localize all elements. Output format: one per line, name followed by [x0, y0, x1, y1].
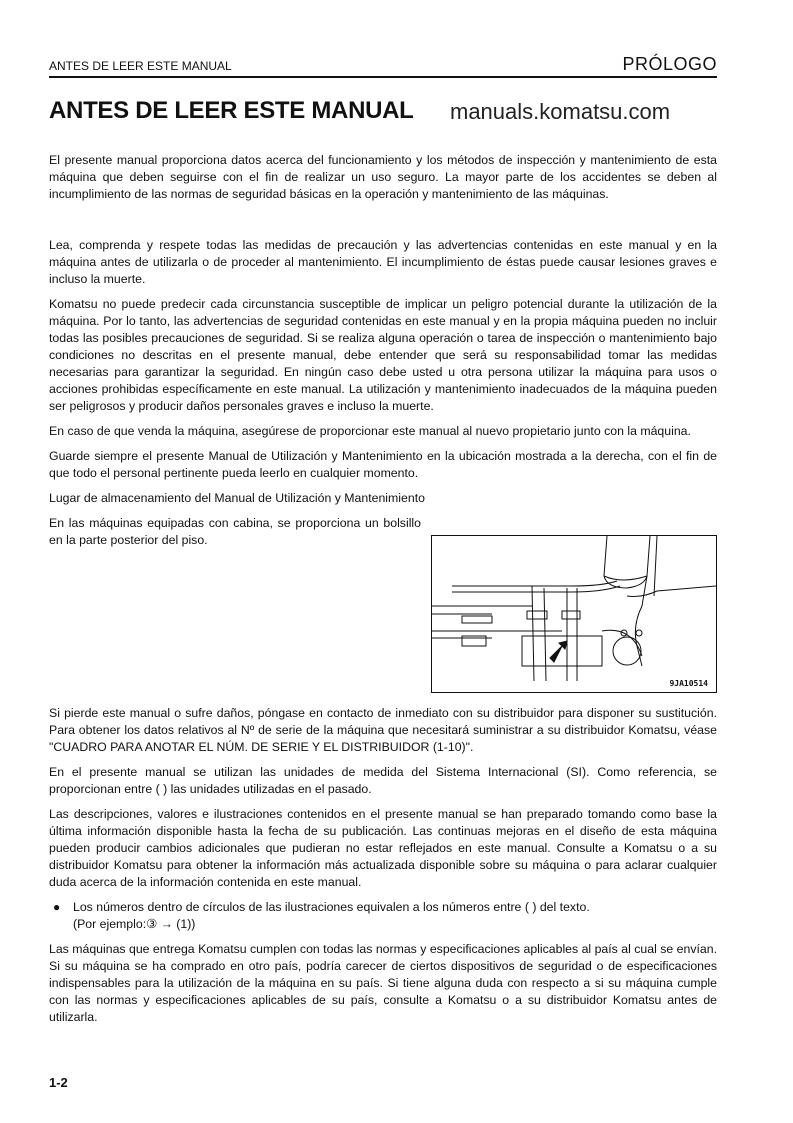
bullet-text: Los números dentro de círculos de las ilustraciones equivalen a los números entre ( ) del texto. — [73, 900, 590, 914]
cab-floor-drawing — [432, 536, 716, 692]
bullet-example: (Por ejemplo:③ → (1)) — [73, 917, 196, 931]
running-header-section: PRÓLOGO — [622, 54, 717, 74]
bullet-icon: ● — [53, 900, 61, 914]
storage-location-illustration — [431, 535, 717, 693]
running-header-left: ANTES DE LEER ESTE MANUAL — [49, 59, 232, 73]
page-number: 1-2 — [49, 1075, 68, 1090]
paragraph: Komatsu no puede predecir cada circunstancia susceptible de implicar un peligro potencial durante la utilización de la máquina. Por lo tanto, las advertencias de seguridad contenidas en este manual y en la propia máquina pueden no incluir todas las posibles precauciones de seguridad. Si se realiza alguna operación o tarea de inspección o mantenimiento bajo condiciones no descritas en el presente manual, debe entender que será su responsabilidad tomar las medidas necesarias para garantizar la seguridad. En ningún caso debe usted u otra persona utilizar la máquina para usos o acciones prohibidas específicamente en este manual. La utilización y mantenimiento inadecuados de la máquina pueden ser peligrosos y producir daños personales graves e incluso la muerte. — [49, 297, 717, 413]
paragraph: Si pierde este manual o sufre daños, póngase en contacto de inmediato con su distribuidor para disponer su sustitución. Para obtener los datos relativos al Nº de serie de la máquina que necesitará suministrar a su distribuidor Komatsu, véase "CUADRO PARA ANOTAR EL NÚM. DE SERIE Y EL DISTRIBUIDOR (1-10)". — [49, 706, 717, 754]
bullet-item — [49, 899, 717, 933]
header-rule — [49, 76, 717, 78]
paragraph: Las descripciones, valores e ilustraciones contenidos en el presente manual se han preparado tomando como base la última información disponible hasta la fecha de su publicación. Las continuas mejoras en el diseño de esta máquina pueden producir cambios adicionales que pudieran no estar reflejados en este manual. Consulte a Komatsu o a su distribuidor Komatsu para obtener la información más actualizada disponible sobre su máquina o para aclarar cualquier duda acerca de la información contenida en este manual. — [49, 807, 717, 889]
page-title: ANTES DE LEER ESTE MANUAL — [49, 97, 414, 124]
body-text — [49, 152, 717, 1034]
storage-location-section — [49, 515, 717, 693]
subheading: Lugar de almacenamiento del Manual de Utilización y Mantenimiento — [49, 491, 425, 505]
paragraph: En caso de que venda la máquina, asegúrese de proporcionar este manual al nuevo propietario junto con la máquina. — [49, 424, 691, 438]
paragraph: Guarde siempre el presente Manual de Utilización y Mantenimiento en la ubicación mostrada a la derecha, con el fin de que todo el personal pertinente pueda leerlo en cualquier momento. — [49, 449, 717, 480]
paragraph: En las máquinas equipadas con cabina, se proporciona un bolsillo en la parte posterior del piso. — [49, 516, 421, 547]
watermark: manuals.komatsu.com — [450, 99, 671, 124]
paragraph: Lea, comprenda y respete todas las medidas de precaución y las advertencias contenidas en este manual y en la máquina antes de utilizarla o de proceder al mantenimiento. El incumplimiento de éstas puede causar lesiones graves e incluso la muerte. — [49, 238, 717, 286]
paragraph: El presente manual proporciona datos acerca del funcionamiento y los métodos de inspección y mantenimiento de esta máquina que deben seguirse con el fin de realizar un uso seguro. La mayor parte de los accidentes se deben al incumplimiento de las normas de seguridad básicas en la operación y mantenimiento de las máquinas. — [49, 153, 717, 201]
figure-code: 9JA10514 — [669, 679, 708, 688]
paragraph: En el presente manual se utilizan las unidades de medida del Sistema Internacional (SI). Como referencia, se proporcionan entre ( ) las unidades utilizadas en el pasado. — [49, 765, 717, 796]
paragraph: Las máquinas que entrega Komatsu cumplen con todas las normas y especificaciones aplicables al país al cual se envían. Si su máquina se ha comprado en otro país, podría carecer de ciertos dispositivos de seguridad o de especificaciones indispensables para la utilización de la máquina en su país. Si tiene alguna duda con respecto a si su máquina cumple con las normas y especificaciones aplicables de su país, consulte a Komatsu o a su distribuidor Komatsu antes de utilizarla. — [49, 942, 717, 1024]
